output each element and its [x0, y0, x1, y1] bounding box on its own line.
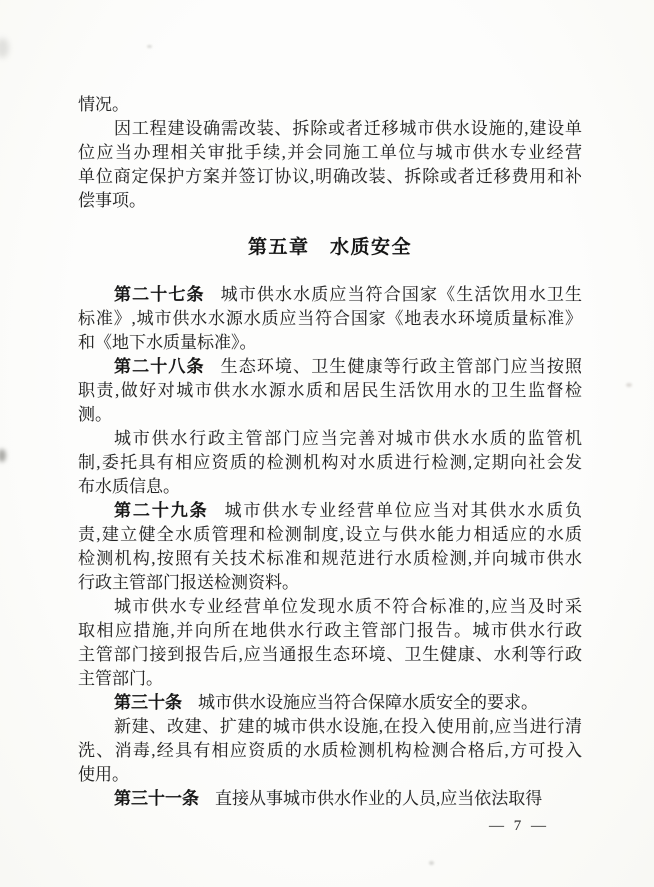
scan-artifact	[0, 38, 9, 58]
article-paragraph	[78, 787, 582, 811]
article-text: 生态环境、卫生健康等行政主管部门应当按照	[220, 357, 582, 376]
scan-artifact	[0, 449, 6, 462]
text-line: 制,委托具有相应资质的检测机构对水质进行检测,定期向社会发	[78, 453, 582, 472]
text-line: 职责,做好对城市供水水源水质和居民生活饮用水的卫生监督检	[78, 381, 582, 400]
page-number: — 7 —	[489, 818, 549, 834]
text-line	[78, 787, 582, 811]
article-number: 第二十七条	[114, 285, 205, 304]
text-line: 因工程建设确需改装、拆除或者迁移城市供水设施的,建设单	[114, 119, 582, 138]
article-text: 城市供水水质应当符合国家《生活饮用水卫生	[220, 285, 582, 304]
article-paragraph	[78, 283, 582, 355]
text-line: 使用。	[78, 765, 129, 784]
text-line: 责,建立健全水质管理和检测制度,设立与供水能力相适应的水质	[78, 525, 582, 544]
scan-artifact	[626, 383, 632, 387]
text-line: 取相应措施,并向所在地供水行政主管部门报告。城市供水行政	[78, 621, 582, 640]
article-text: 城市供水设施应当符合保障水质安全的要求。	[198, 693, 538, 712]
paragraph	[78, 595, 582, 691]
text-line: 测。	[78, 405, 112, 424]
article-number: 第二十九条	[114, 501, 209, 520]
text-line: 标准》,城市供水水源水质应当符合国家《地表水环境质量标准》	[78, 309, 582, 328]
paragraph	[78, 427, 582, 499]
text-line: 行政主管部门报送检测资料。	[78, 573, 299, 592]
text-line: 单位商定保护方案并签订协议,明确改装、拆除或者迁移费用和补	[78, 167, 582, 186]
text-line: 洗、消毒,经具有相应资质的水质检测机构检测合格后,方可投入	[78, 741, 582, 760]
text-line: 情况。	[78, 95, 129, 114]
article-paragraph	[78, 355, 582, 427]
document-body	[78, 93, 582, 811]
paragraph	[78, 117, 582, 213]
text-line: 主管部门。	[78, 669, 163, 688]
text-line: 新建、改建、扩建的城市供水设施,在投入使用前,应当进行清	[114, 717, 582, 736]
article-number: 第三十一条	[114, 789, 199, 808]
text-line	[78, 355, 582, 379]
text-line: 布水质信息。	[78, 477, 180, 496]
article-paragraph	[78, 499, 582, 595]
scan-artifact	[147, 45, 152, 48]
text-line: 主管部门接到报告后,应当通报生态环境、卫生健康、水利等行政	[78, 645, 582, 664]
text-line	[78, 283, 582, 307]
article-text: 城市供水专业经营单位应当对其供水水质负	[224, 501, 582, 520]
article-text: 直接从事城市供水作业的人员,应当依法取得	[215, 789, 543, 808]
scan-artifact	[429, 861, 434, 865]
text-line	[78, 499, 582, 523]
chapter-heading: 第五章 水质安全	[247, 237, 412, 258]
article-number: 第三十条	[114, 693, 182, 712]
paragraph	[78, 93, 582, 117]
article-number: 第二十八条	[114, 357, 205, 376]
text-line: 和《地下水质量标准》。	[78, 333, 257, 352]
text-line: 检测机构,按照有关技术标准和规范进行水质检测,并向城市供水	[78, 549, 582, 568]
text-line: 城市供水专业经营单位发现水质不符合标准的,应当及时采	[114, 597, 582, 616]
text-line: 偿事项。	[78, 191, 146, 210]
paragraph	[78, 715, 582, 787]
text-line: 位应当办理相关审批手续,并会同施工单位与城市供水专业经营	[78, 143, 582, 162]
article-paragraph	[78, 691, 582, 715]
text-line: 城市供水行政主管部门应当完善对城市供水水质的监管机	[114, 429, 582, 448]
text-line	[78, 691, 582, 715]
